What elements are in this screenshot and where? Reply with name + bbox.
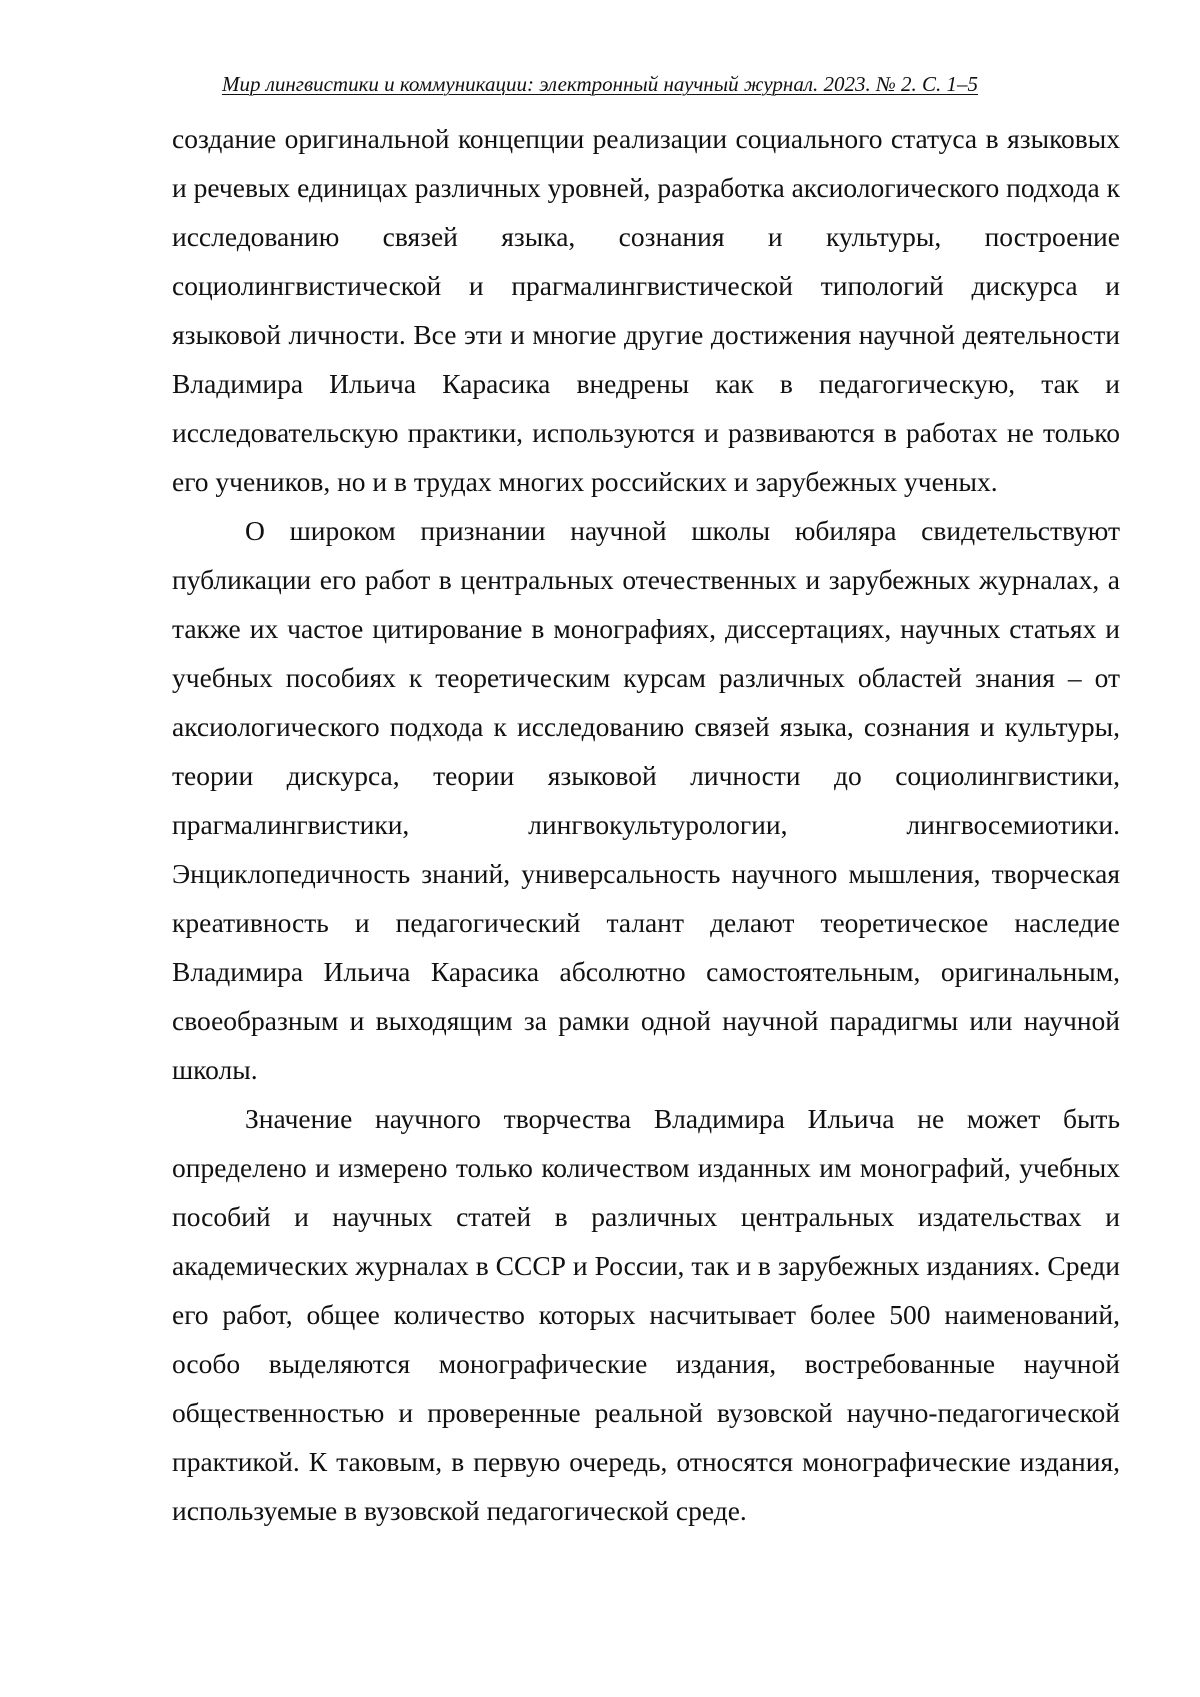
body-paragraph-continuation: создание оригинальной концепции реализации социального статуса в языковых и речевых единицах различных уровней, разработка аксиологического подхода к исследованию связей языка, сознания и культуры, построение социолингвистической и прагмалингвистической типологий дискурса и языковой личности. Все эти и многие другие достижения научной деятельности Владимира Ильича Карасика внедрены как в педагогическую, так и исследовательскую практики, используются и развиваются в работах не только его учеников, но и в трудах многих российских и зарубежных ученых. [172, 123, 1120, 497]
body-paragraph: О широком признании научной школы юбиляра свидетельствуют публикации его работ в центральных отечественных и зарубежных журналах, а также их частое цитирование в монографиях, диссертациях, научных статьях и учебных пособиях к теоретическим курсам различных областей знания – от аксиологического подхода к исследованию связей языка, сознания и культуры, теории дискурса, теории языковой личности до социолингвистики, прагмалингвистики, лингвокультурологии, лингвосемиотики. Энциклопедичность знаний, универсальность научного мышления, творческая креативность и педагогический талант делают теоретическое наследие Владимира Ильича Карасика абсолютно самостоятельным, оригинальным, своеобразным и выходящим за рамки одной научной парадигмы или научной школы. [172, 515, 1120, 1085]
journal-running-header: Мир лингвистики и коммуникации: электронный научный журнал. 2023. № 2. С. 1–5 [221, 72, 979, 96]
body-paragraph: Значение научного творчества Владимира Ильича не может быть определено и измерено только количеством изданных им монографий, учебных пособий и научных статей в различных центральных издательствах и академических журналах в СССР и России, так и в зарубежных изданиях. Среди его работ, общее количество которых насчитывает более 500 наименований, особо выделяются монографические издания, востребованные научной общественностью и проверенные реальной вузовской научно-педагогической практикой. К таковым, в первую очередь, относятся монографические издания, используемые в вузовской педагогической среде. [172, 1103, 1120, 1526]
article-body [172, 114, 1120, 1535]
